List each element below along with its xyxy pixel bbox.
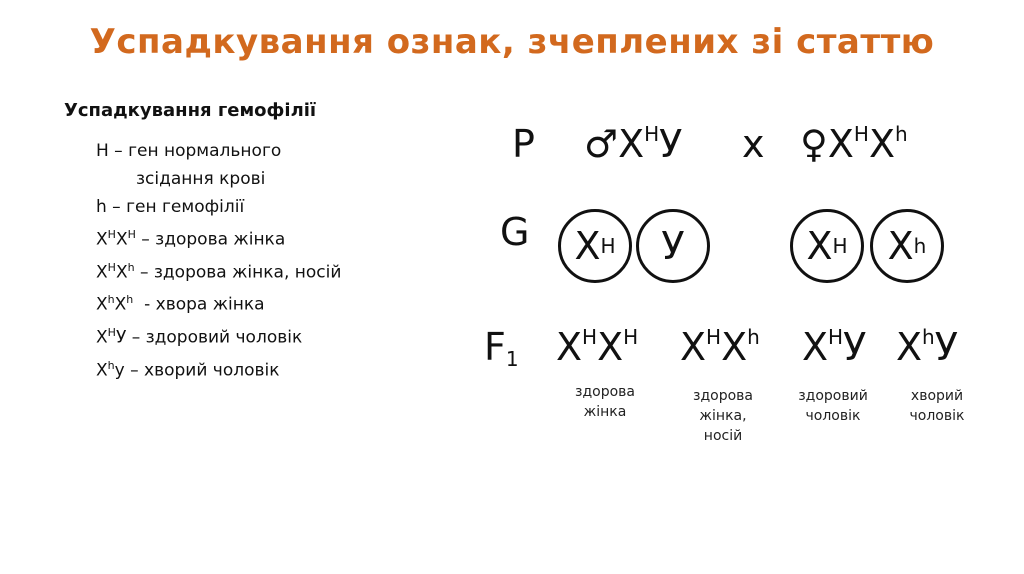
offspring-3: $X^HУ$ <box>802 325 867 369</box>
legend-line-2: зсідання крові <box>136 169 266 189</box>
legend-line-5: $X^HX^h$ – здорова жінка, носій <box>96 260 342 283</box>
f1-label: $F_1$ <box>484 325 519 371</box>
offspring-2-desc: здорова жінка, носій <box>693 388 753 444</box>
legend-line-4: $X^HX^H$ – здорова жінка <box>96 228 286 250</box>
legend-line-6: $X^hX^h$ - хвора жінка <box>96 293 265 315</box>
legend-heading: Успадкування гемофілії <box>64 100 317 121</box>
female-symbol-icon: ♀ <box>800 122 828 166</box>
gamete-4: X h <box>870 209 944 283</box>
slide-title: Успадкування ознак, зчеплених зі статтю <box>89 22 935 62</box>
offspring-1: $X^HX^H$ <box>556 325 639 369</box>
legend-line-3: h – ген гемофілії <box>96 197 245 217</box>
male-symbol-icon: ♂ <box>584 122 619 166</box>
legend-panel <box>64 100 384 384</box>
offspring-4-desc: хворий чоловік <box>909 388 965 424</box>
gamete-1: X H <box>558 209 632 283</box>
legend-line-1: H – ген нормального <box>96 141 282 161</box>
offspring-2: $X^HX^h$ <box>680 325 760 369</box>
offspring-4: $X^hУ$ <box>896 325 958 369</box>
p-label: P <box>512 122 535 166</box>
legend-line-8: $X^hу$ – хворий чоловік <box>96 358 280 381</box>
offspring-3-desc: здоровий чоловік <box>798 388 868 424</box>
g-label: G <box>500 210 530 254</box>
legend-line-7: $X^HУ$ – здоровий чоловік <box>96 325 303 348</box>
male-parent: $♂X^HУ$ <box>584 122 683 166</box>
gamete-3: X H <box>790 209 864 283</box>
female-parent: $♀X^HX^h$ <box>800 122 908 166</box>
cross-sign: x <box>742 122 765 166</box>
gamete-2: У <box>636 209 710 283</box>
offspring-1-desc: здорова жінка <box>575 384 635 420</box>
